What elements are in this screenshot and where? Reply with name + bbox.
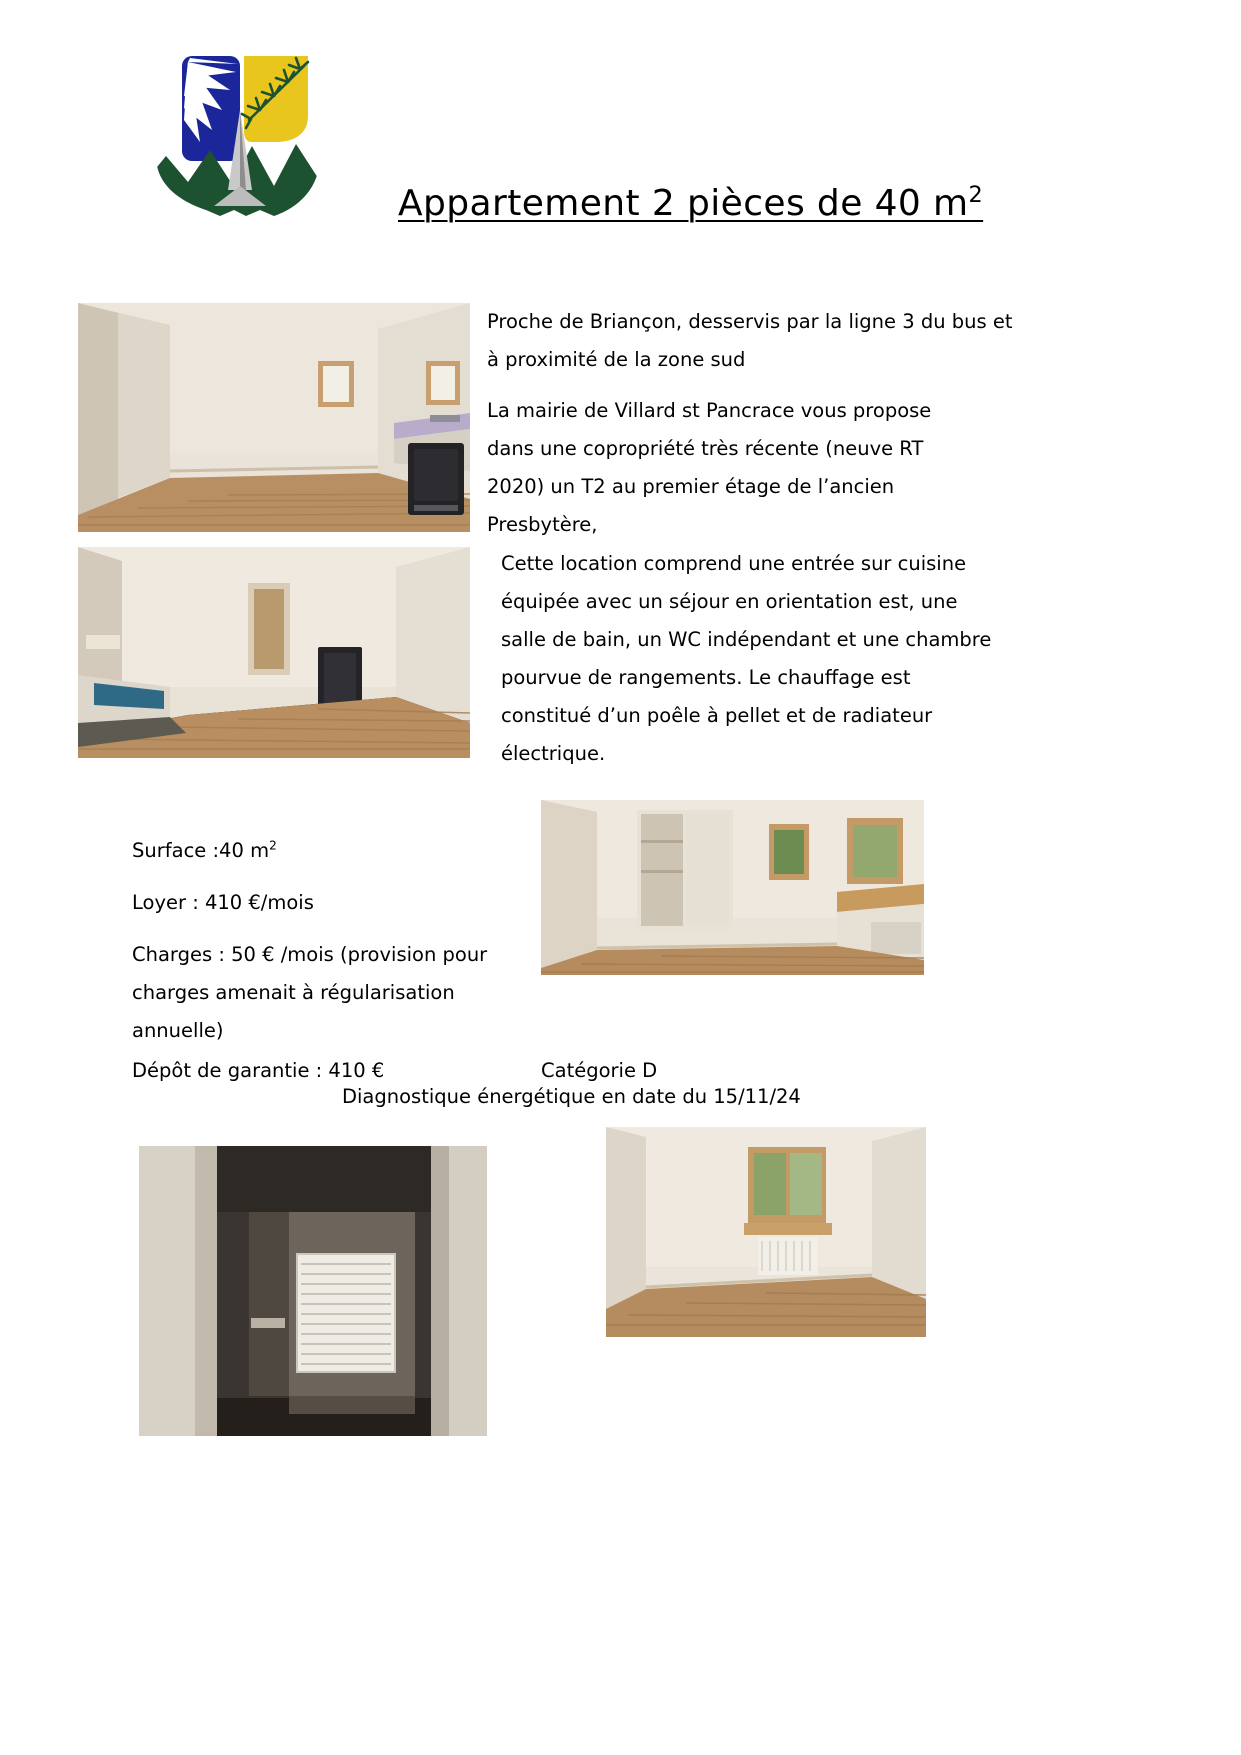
photo-bedroom-closet (541, 800, 924, 975)
rooms-paragraph: Cette location comprend une entrée sur cuisine équipée avec un séjour en orientation est, une salle de bain, un WC indépendant et une chambre pourvue de rangements. Le chauffage est constitué d’un poêle à pellet et de radiateur électrique. (501, 552, 992, 765)
detail-deposit: Dépôt de garantie : 410 € (132, 1059, 385, 1082)
detail-surface (132, 832, 277, 870)
detail-surface-superscript: 2 (269, 838, 277, 853)
dpe-date: Diagnostique énergétique en date du 15/11/24 (342, 1085, 801, 1108)
page-title-superscript: 2 (968, 182, 984, 208)
coat-of-arms-crest (148, 38, 328, 220)
page-title-text: Appartement 2 pièces de 40 m (398, 183, 969, 224)
detail-surface-text: Surface :40 m (132, 839, 270, 862)
intro-paragraph: Proche de Briançon, desservis par la ligne 3 du bus et à proximité de la zone sud (487, 310, 1013, 371)
description-paragraph: La mairie de Villard st Pancrace vous propose dans une copropriété très récente (neuve RT 2020) un T2 au premier étage de l’ancien Presbytère, (487, 399, 932, 536)
photo-living-room (78, 303, 470, 532)
photo-bathroom (139, 1146, 487, 1436)
photo-kitchen-area (78, 547, 470, 758)
page-title (398, 183, 998, 224)
detail-rent: Loyer : 410 €/mois (132, 891, 314, 914)
dpe-category: Catégorie D (541, 1059, 658, 1082)
detail-charges: Charges : 50 € /mois (provision pour charges amenait à régularisation annuelle) (132, 943, 488, 1042)
photo-bedroom-window (606, 1127, 926, 1337)
